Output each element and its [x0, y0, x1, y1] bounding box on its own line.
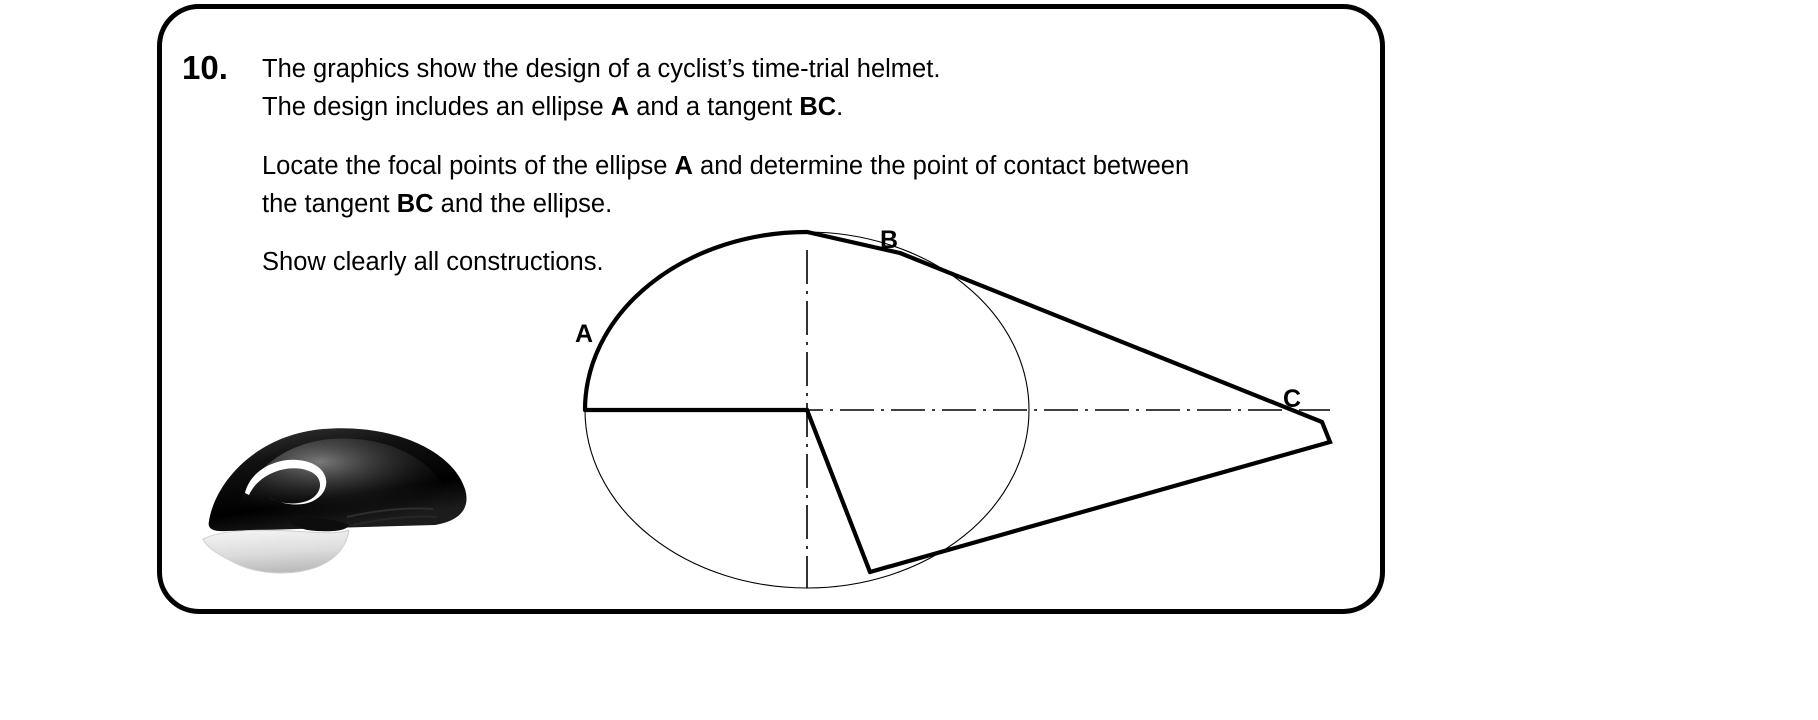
- question-line-3-part-2: and determine the point of contact between: [692, 152, 1190, 181]
- question-line-1: The graphics show the design of a cyclist’s time-trial helmet.: [262, 55, 941, 83]
- question-paragraph-1: [262, 51, 1342, 126]
- question-number: 10.: [182, 49, 228, 86]
- question-line-4-part-2: and the ellipse.: [433, 190, 613, 219]
- tangent-line-BC: [900, 253, 1322, 422]
- helmet-visor: [203, 530, 349, 573]
- question-line-2-part-2: and a tangent: [629, 92, 800, 121]
- question-line-5: Show clearly all constructions.: [262, 247, 604, 276]
- question-line-4-part-1: the tangent: [262, 190, 397, 219]
- diagram-label-B: B: [880, 226, 899, 254]
- question-line-2-part-1: The design includes an ellipse: [262, 92, 611, 121]
- question-line-2-part-3: .: [836, 92, 844, 121]
- diagram-graphic: [400, 210, 1360, 610]
- question-line-3-part-1: Locate the focal points of the ellipse: [262, 152, 675, 181]
- ellipse-upper-arc: [585, 232, 900, 410]
- diagram-label-A: A: [575, 320, 594, 348]
- ellipse-label-inline-1: A: [610, 92, 630, 121]
- ellipse-label-inline-2: A: [674, 152, 693, 181]
- helmet-brim-and-cut: [585, 410, 870, 572]
- tangent-label-inline-1: BC: [799, 92, 837, 121]
- tail-lower-edge: [870, 422, 1330, 572]
- diagram-label-C: C: [1283, 385, 1302, 413]
- ellipse-tangent-diagram: [400, 210, 1200, 600]
- tangent-label-inline-2: BC: [396, 190, 434, 219]
